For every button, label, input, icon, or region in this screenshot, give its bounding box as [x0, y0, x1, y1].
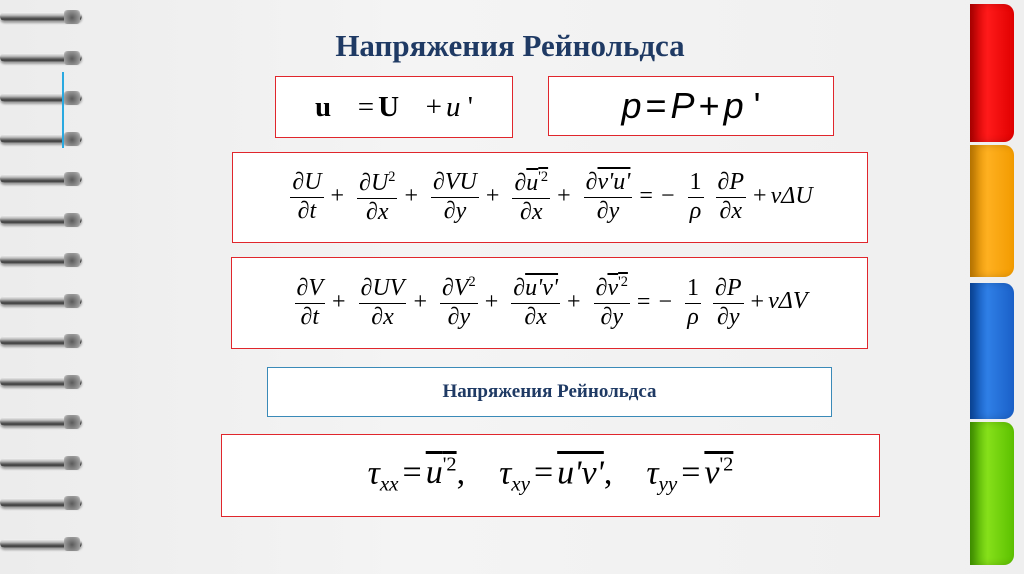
- spiral-ring: [0, 454, 86, 474]
- subtitle-box: [267, 367, 832, 417]
- spiral-ring: [0, 251, 86, 271]
- spiral-ring: [0, 373, 86, 393]
- velocity-decomposition-equation: u⃗ = U⃗ + u ': [315, 90, 473, 123]
- reynolds-stresses-equation: $\tau_{xx} = u^{'2}$, $\tau_{xy} = u'v'$, $\tau_{yy} = v^{'2}$: [367, 454, 734, 496]
- subtitle-text: Напряжения Рейнольдса: [442, 381, 657, 402]
- spiral-ring: [0, 130, 86, 150]
- spiral-ring: [0, 494, 86, 514]
- spiral-ring: [0, 535, 86, 555]
- momentum-y-box: [231, 257, 868, 349]
- notebook-tab-orange[interactable]: [970, 145, 1014, 277]
- spiral-ring: [0, 49, 86, 69]
- notebook-tab-red[interactable]: [970, 4, 1014, 142]
- spiral-ring: [0, 211, 86, 231]
- notebook-tab-blue[interactable]: [970, 283, 1014, 419]
- reynolds-stresses-box: [221, 434, 880, 517]
- velocity-decomposition-box: [275, 76, 513, 138]
- pressure-decomposition-equation: p = P + p ': [621, 85, 761, 126]
- momentum-x-box: [232, 152, 868, 243]
- spiral-ring: [0, 170, 86, 190]
- spiral-ring: [0, 89, 86, 109]
- pressure-decomposition-box: [548, 76, 834, 136]
- spiral-ring: [0, 332, 86, 352]
- momentum-y-equation: $\frac{\partial V}{\partial t}$ + $\frac{\partial UV}{\partial x}$ + $\frac{\partial V^2}{\partial y}$ + $\frac{\partial u'v'}{\partial x}$ + $\frac{\partial v^{'2}}{\partial y}$ = − $\frac{1}{\rho}$ $\frac{\partial P}{\partial y}$ + νΔV: [296, 274, 808, 330]
- momentum-x-equation: $\frac{\partial U}{\partial t}$ + $\frac{\partial U^2}{\partial x}$ + $\frac{\partial VU}{\partial y}$ + $\frac{\partial u^{'2}}{\partial x}$ + $\frac{\partial v'u'}{\partial y}$ = − $\frac{1}{\rho}$ $\frac{\partial P}{\partial x}$ + νΔU: [292, 168, 813, 225]
- spiral-ring: [0, 8, 86, 28]
- notebook-tab-green[interactable]: [970, 422, 1014, 565]
- slide-title: Напряжения Рейнольдса: [335, 28, 685, 63]
- spiral-binding-icon: [0, 0, 90, 574]
- margin-line: [62, 72, 64, 148]
- spiral-ring: [0, 413, 86, 433]
- spiral-ring: [0, 292, 86, 312]
